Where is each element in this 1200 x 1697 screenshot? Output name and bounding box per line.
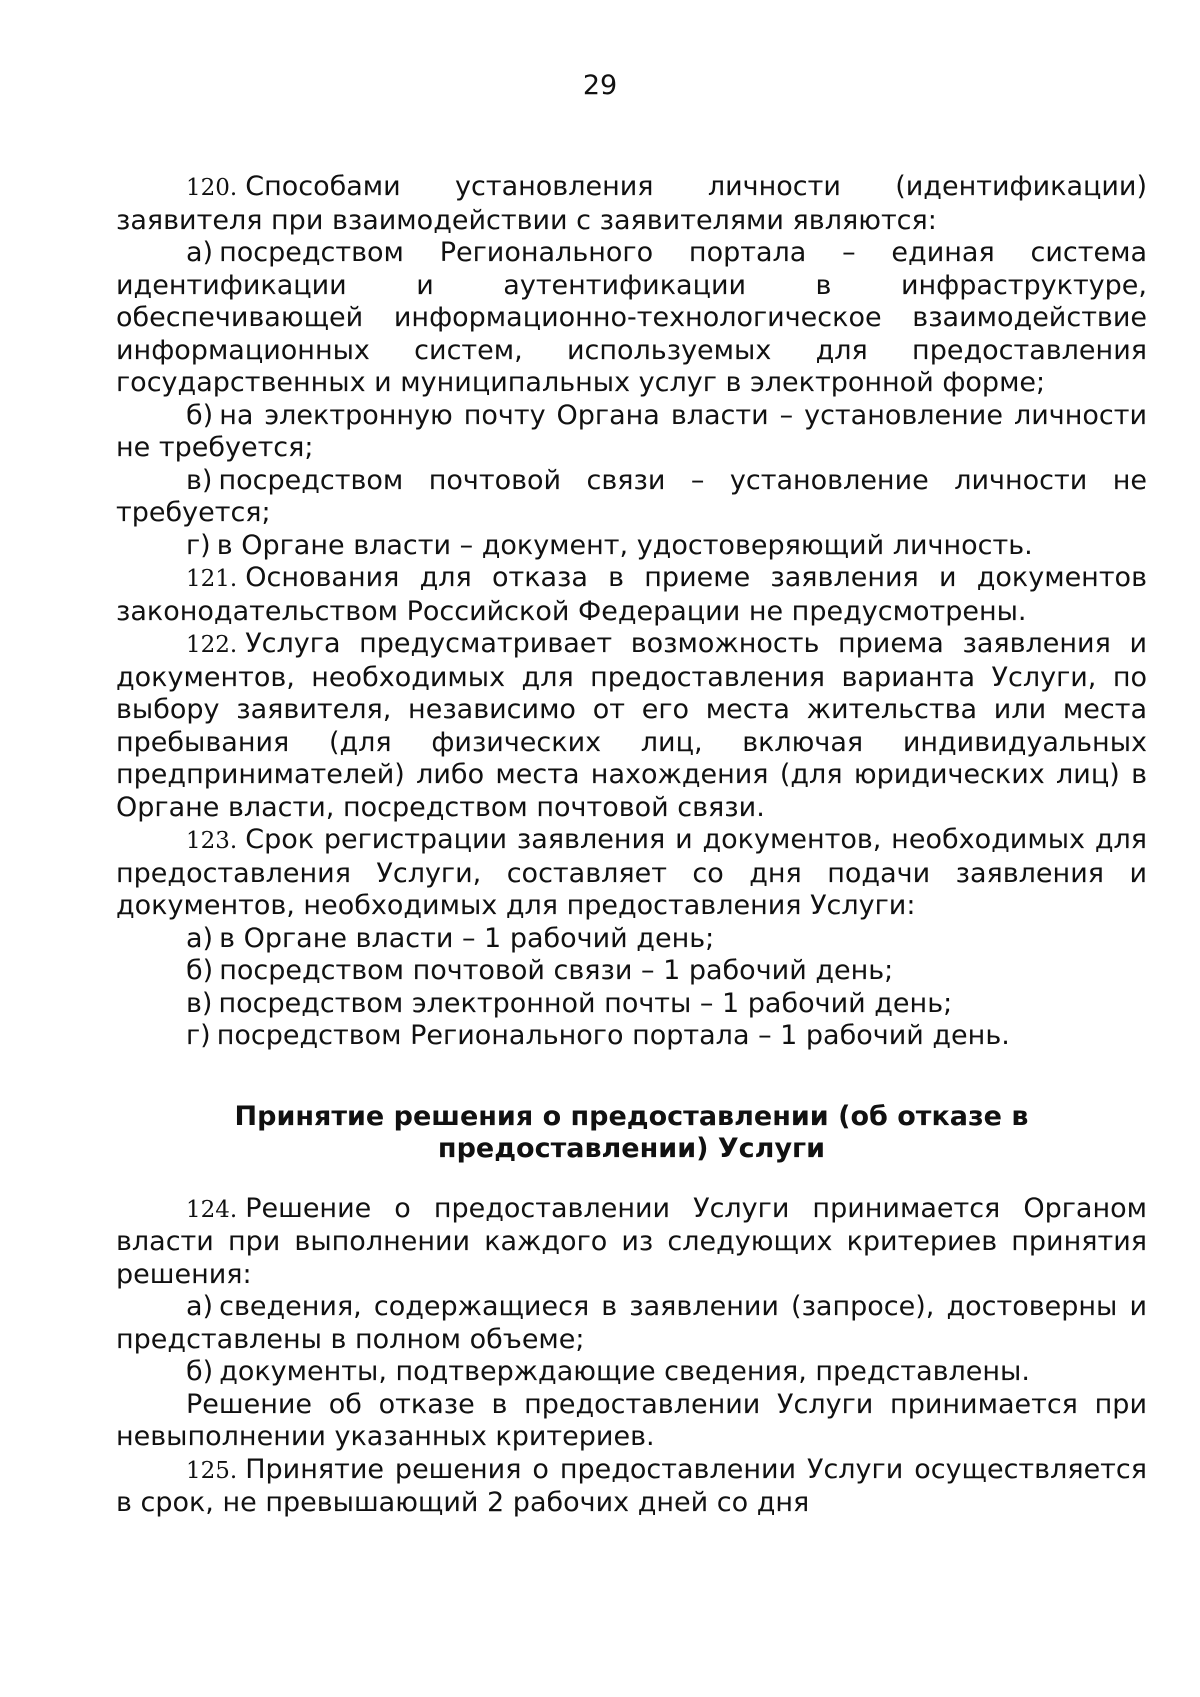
list-marker: а) — [186, 922, 214, 954]
paragraph-text: Срок регистрации заявления и документов, необходимых для предоставления Услуги, составляет со дня подачи заявления и документов, необходимых для предоставления Услуги: — [116, 824, 1147, 921]
clause-number: 124. — [186, 1196, 238, 1223]
paragraph-text: Принятие решения о предоставлении Услуги осуществляется в срок, не превышающий 2 рабочих дней со дня — [116, 1453, 1147, 1518]
list-item-a — [116, 923, 1147, 956]
paragraph-125 — [116, 1454, 1147, 1520]
list-item-g — [116, 530, 1147, 563]
paragraph-124 — [116, 1193, 1147, 1292]
list-item-b — [116, 1356, 1147, 1389]
list-marker: б) — [186, 399, 214, 431]
list-item-b — [116, 955, 1147, 988]
paragraph-120 — [116, 171, 1147, 237]
list-item-text: на электронную почту Органа власти – установление личности не требуется; — [116, 399, 1147, 463]
paragraph-text: Услуга предусматривает возможность приема заявления и документов, необходимых для предоставления варианта Услуги, по выбору заявителя, независимо от его места жительства или места пребывания (для физических лиц, включая индивидуальных предпринимателей) либо места нахождения (для юридических лиц) в Органе власти, посредством почтовой связи. — [116, 628, 1147, 823]
list-marker: а) — [186, 1291, 214, 1322]
list-item-text: посредством почтовой связи – 1 рабочий день; — [219, 955, 894, 986]
clause-number: 121. — [186, 566, 238, 592]
list-item-a — [116, 237, 1147, 400]
document-body — [116, 171, 1147, 1520]
list-item-text: в Органе власти – 1 рабочий день; — [219, 922, 715, 954]
list-item-text: посредством электронной почты – 1 рабочий день; — [218, 987, 953, 1019]
clause-number: 125. — [186, 1457, 238, 1484]
clause-number: 123. — [186, 828, 238, 854]
list-marker: в) — [186, 987, 213, 1019]
paragraph-text: Основания для отказа в приеме заявления и документов законодательством Российской Федерации не предусмотрены. — [116, 562, 1147, 627]
paragraph-text: Способами установления личности (идентификации) заявителя при взаимодействии с заявителями являются: — [116, 171, 1147, 236]
paragraph-text: Решение о предоставлении Услуги принимается Органом власти при выполнении каждого из следующих критериев принятия решения: — [116, 1192, 1147, 1290]
list-item-a — [116, 1291, 1147, 1356]
page-number: 29 — [582, 70, 618, 101]
list-marker: г) — [186, 1020, 211, 1051]
list-marker: б) — [186, 955, 214, 986]
list-item-b — [116, 400, 1147, 465]
list-item-text: в Органе власти – документ, удостоверяющий личность. — [216, 529, 1033, 561]
paragraph-text: Решение об отказе в предоставлении Услуги принимается при невыполнении указанных критериев. — [116, 1388, 1147, 1452]
list-marker: г) — [186, 529, 211, 561]
list-item-text: посредством Регионального портала – 1 рабочий день. — [216, 1020, 1010, 1051]
list-item-v — [116, 465, 1147, 530]
list-item-text: посредством почтовой связи – установление личности не требуется; — [116, 464, 1147, 528]
list-item-text: посредством Регионального портала – единая система идентификации и аутентификации в инфраструктуре, обеспечивающей информационно-технологическое взаимодействие информационных систем, используемых для предоставления государственных и муниципальных услуг в электронной форме; — [116, 237, 1147, 398]
list-item-g — [116, 1020, 1147, 1053]
paragraph-121 — [116, 562, 1147, 628]
section-heading: Принятие решения о предоставлении (об отказе в предоставлении) Услуги — [234, 1100, 1029, 1164]
list-item-text: документы, подтверждающие сведения, представлены. — [219, 1356, 1030, 1387]
clause-number: 122. — [186, 632, 238, 658]
list-item-v — [116, 988, 1147, 1021]
paragraph-refusal — [116, 1389, 1147, 1454]
list-marker: в) — [186, 464, 213, 496]
paragraph-122 — [116, 628, 1147, 824]
list-marker: б) — [186, 1356, 214, 1387]
list-item-text: сведения, содержащиеся в заявлении (запросе), достоверны и представлены в полном объеме; — [116, 1291, 1147, 1355]
paragraph-123 — [116, 824, 1147, 923]
clause-number: 120. — [186, 175, 238, 201]
list-marker: а) — [186, 237, 214, 268]
